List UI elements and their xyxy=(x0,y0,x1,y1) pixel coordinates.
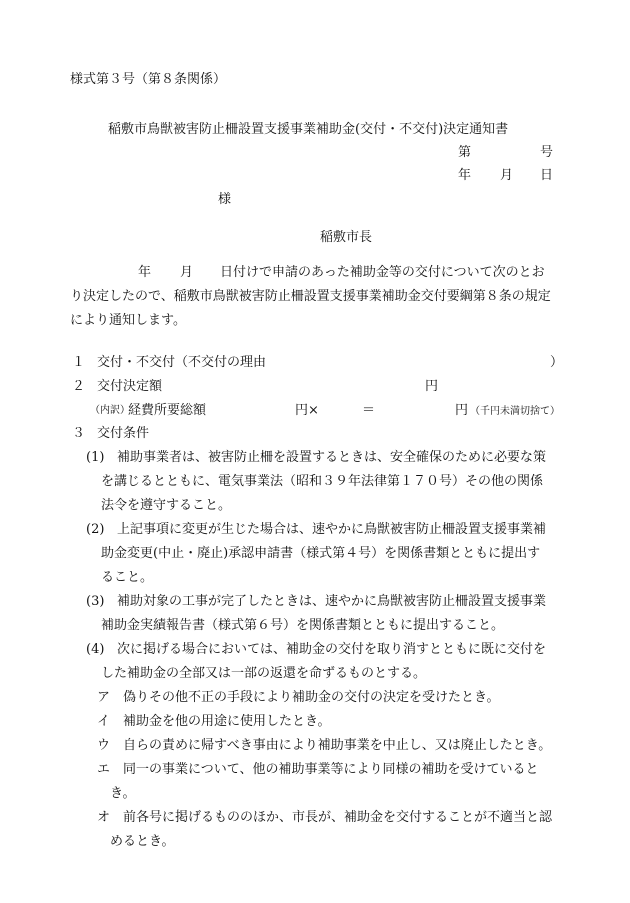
subitem-u-number: ウ xyxy=(97,738,111,753)
item3-label: 交付条件 xyxy=(97,426,150,441)
doc-number-suffix: 号 xyxy=(540,145,554,160)
form-number: 様式第３号（第８条関係） xyxy=(70,72,227,87)
subitem-o-line-1: 前各号に掲げるもののほか、市長が、補助金を交付することが不適当と認 xyxy=(123,810,553,825)
subitem-a-line-1: 偽りその他不正の手段により補助金の交付の決定を受けたとき。 xyxy=(123,690,500,705)
doc-number-prefix: 第 xyxy=(458,145,472,160)
subitem-e-number: エ xyxy=(97,762,111,777)
addressee-suffix: 様 xyxy=(218,192,232,207)
date-month: 月 xyxy=(500,168,514,183)
subitem-i-number: イ xyxy=(97,714,111,729)
breakdown-note: （千円未満切捨て） xyxy=(470,406,560,417)
condition-2-line-1: 上記事項に変更が生じた場合は、速やかに鳥獣被害防止柵設置支援事業補 xyxy=(117,522,547,537)
condition-4-line-2: した補助金の全部又は一部の返還を命ずるものとする。 xyxy=(101,666,427,681)
breakdown-label: 経費所要総額 xyxy=(128,403,207,418)
item1-number: １ xyxy=(72,355,86,370)
breakdown-yen: 円 xyxy=(455,403,469,418)
subitem-e-line-2: き。 xyxy=(110,786,136,801)
subitem-e-line-1: 同一の事業について、他の補助事業等により同様の補助を受けていると xyxy=(123,762,539,777)
item2-label: 交付決定額 xyxy=(97,379,163,394)
condition-2-number: (2) xyxy=(86,522,105,537)
condition-3-line-1: 補助対象の工事が完了したときは、速やかに鳥獣被害防止柵設置支援事業 xyxy=(117,594,547,609)
item3-number: ３ xyxy=(72,426,86,441)
condition-4-line-1: 次に掲げる場合においては、補助金の交付を取り消すとともに既に交付を xyxy=(117,642,547,657)
condition-2-line-3: ること。 xyxy=(101,570,154,585)
subitem-o-number: オ xyxy=(97,810,111,825)
subitem-i-line-1: 補助金を他の用途に使用したとき。 xyxy=(123,714,331,729)
item2-yen: 円 xyxy=(425,379,439,394)
item1-close-paren: ） xyxy=(550,355,564,370)
intro-year: 年 xyxy=(138,265,152,280)
breakdown-prefix: （内訳） xyxy=(90,405,130,416)
item1-label: 交付・不交付（不交付の理由 xyxy=(97,355,267,370)
condition-1-line-2: を講じるとともに、電気事業法（昭和３９年法律第１７０号）その他の関係 xyxy=(101,474,544,489)
date-day: 日 xyxy=(540,168,554,183)
date-year: 年 xyxy=(458,168,472,183)
subitem-u-line-1: 自らの責めに帰すべき事由により補助事業を中止し、又は廃止したとき。 xyxy=(123,738,552,753)
breakdown-equals: ＝ xyxy=(362,403,376,418)
condition-3-line-2: 補助金実績報告書（様式第６号）を関係書類とともに提出すること。 xyxy=(101,618,505,633)
condition-4-number: (4) xyxy=(86,642,105,657)
intro-line2: り決定したので、稲敷市鳥獣被害防止柵設置支援事業補助金交付要綱第８条の規定 xyxy=(70,289,551,304)
issuer: 稲敷市長 xyxy=(320,230,373,245)
intro-line1: 日付けで申請のあった補助金等の交付について次のとお xyxy=(220,265,545,280)
condition-1-line-3: 法令を遵守すること。 xyxy=(101,498,232,513)
condition-2-line-2: 助金変更(中止・廃止)承認申請書（様式第４号）を関係書類とともに提出す xyxy=(101,546,541,561)
condition-3-number: (3) xyxy=(86,594,105,609)
item2-number: ２ xyxy=(72,379,86,394)
subitem-a-number: ア xyxy=(97,690,111,705)
condition-1-line-1: 補助事業者は、被害防止柵を設置するときは、安全確保のために必要な策 xyxy=(117,450,547,465)
intro-month: 月 xyxy=(180,265,194,280)
subitem-o-line-2: めるとき。 xyxy=(110,834,175,849)
condition-1-number: (1) xyxy=(86,450,105,465)
intro-line3: により通知します。 xyxy=(70,313,186,328)
document-title: 稲敷市鳥獣被害防止柵設置支援事業補助金(交付・不交付)決定通知書 xyxy=(108,122,509,137)
breakdown-yen-times: 円× xyxy=(295,403,319,418)
